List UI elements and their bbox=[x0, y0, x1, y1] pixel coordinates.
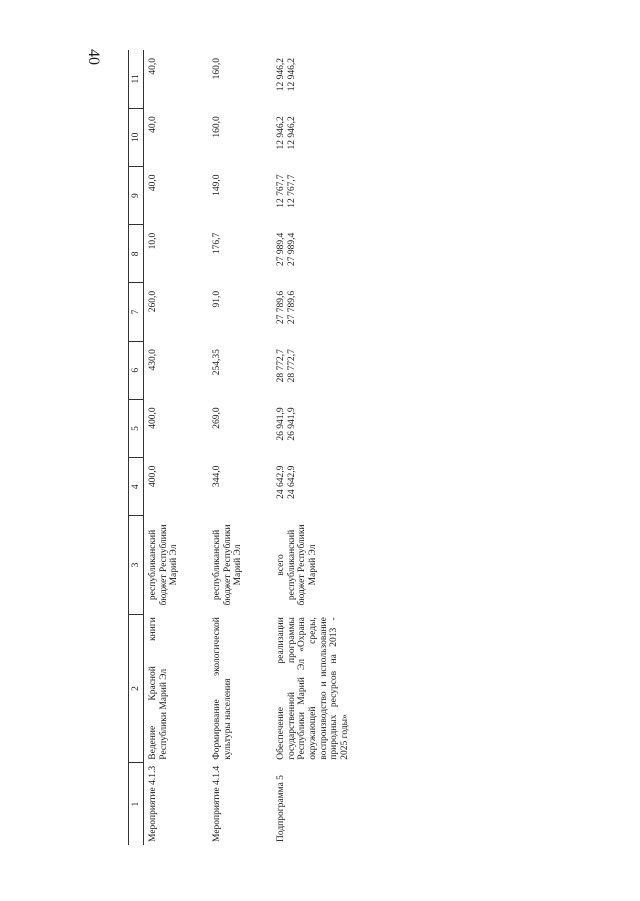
value-line: 24 642,9 bbox=[276, 465, 286, 499]
budget-table bbox=[128, 50, 356, 845]
value-cell bbox=[272, 283, 356, 341]
value-cell: 10,0 bbox=[148, 232, 158, 250]
value-line: 28 772,7 bbox=[286, 349, 297, 383]
value-cell: 91,0 bbox=[212, 290, 222, 308]
column-number: 9 bbox=[129, 166, 144, 224]
value-cell: 400,0 bbox=[148, 465, 158, 487]
funding-source-line: республиканский бюджет Республики Марий Эл bbox=[286, 524, 318, 606]
row-code: Подпрограмма 5 bbox=[276, 775, 286, 842]
value-line: 27 789,6 bbox=[276, 290, 286, 325]
value-line: 12 767,7 bbox=[276, 174, 286, 208]
column-number: 5 bbox=[129, 399, 144, 457]
value-line: 26 941,9 bbox=[276, 407, 286, 441]
value-cell bbox=[272, 399, 356, 457]
column-number: 8 bbox=[129, 225, 144, 283]
column-number-header-row bbox=[129, 50, 144, 845]
value-line: 12 946,2 bbox=[276, 116, 286, 150]
value-line: 27 989,4 bbox=[276, 232, 286, 266]
value-line: 28 772,7 bbox=[276, 349, 286, 383]
table-row bbox=[208, 50, 272, 845]
value-cell bbox=[272, 225, 356, 283]
row-name: Ведение Красной книги Республики Марий Эл bbox=[148, 617, 169, 760]
value-cell: 254,35 bbox=[212, 349, 222, 376]
page-number: 40 bbox=[85, 49, 102, 65]
value-cell: 400,0 bbox=[148, 407, 158, 429]
value-line: 26 941,9 bbox=[286, 407, 297, 441]
value-line: 24 642,9 bbox=[286, 465, 297, 499]
value-line: 12 767,7 bbox=[286, 174, 297, 208]
row-code: Мероприятие 4.1.3 bbox=[148, 765, 158, 842]
row-name: Формирование экологической культуры населения bbox=[212, 617, 233, 760]
funding-source: республиканский бюджет Республики Марий Эл bbox=[212, 524, 244, 606]
value-cell: 160,0 bbox=[212, 58, 222, 80]
value-cell: 260,0 bbox=[148, 290, 158, 313]
column-number: 11 bbox=[129, 50, 144, 108]
value-line: 27 789,6 bbox=[286, 290, 297, 325]
value-cell bbox=[272, 50, 356, 108]
value-line: 12 946,2 bbox=[286, 58, 297, 92]
value-cell: 176,7 bbox=[212, 232, 222, 255]
value-cell bbox=[272, 341, 356, 399]
funding-source bbox=[272, 516, 356, 614]
column-number: 3 bbox=[129, 516, 144, 614]
value-cell: 344,0 bbox=[212, 465, 222, 487]
row-code: Мероприятие 4.1.4 bbox=[212, 765, 222, 842]
value-cell: 149,0 bbox=[212, 174, 222, 196]
funding-source: республиканский бюджет Республики Марий Эл bbox=[148, 524, 180, 606]
value-cell: 430,0 bbox=[148, 349, 158, 371]
value-cell bbox=[272, 166, 356, 224]
column-number: 4 bbox=[129, 458, 144, 516]
value-cell bbox=[272, 108, 356, 166]
column-number: 10 bbox=[129, 108, 144, 166]
column-number: 2 bbox=[129, 614, 144, 763]
table-row bbox=[272, 50, 356, 845]
value-line: 27 989,4 bbox=[286, 232, 297, 266]
column-number: 7 bbox=[129, 283, 144, 341]
value-cell: 40,0 bbox=[148, 174, 158, 192]
value-cell bbox=[272, 458, 356, 516]
value-cell: 269,0 bbox=[212, 407, 222, 429]
funding-source-line: всего bbox=[276, 554, 286, 576]
value-line: 12 946,2 bbox=[286, 116, 297, 150]
value-cell: 160,0 bbox=[212, 116, 222, 138]
column-number: 6 bbox=[129, 341, 144, 399]
row-name: Обеспечение реализации государственной программы Республики Марий Эл «Охрана окружающей среды, воспроизводство и использование природных ресурсов на 2013 - 2025 годы» bbox=[276, 617, 350, 760]
rotated-page-content bbox=[128, 50, 350, 845]
value-line: 12 946,2 bbox=[276, 58, 286, 92]
column-number: 1 bbox=[129, 763, 144, 845]
table-row bbox=[144, 50, 209, 845]
value-cell: 40,0 bbox=[148, 58, 158, 75]
value-cell: 40,0 bbox=[148, 116, 158, 133]
